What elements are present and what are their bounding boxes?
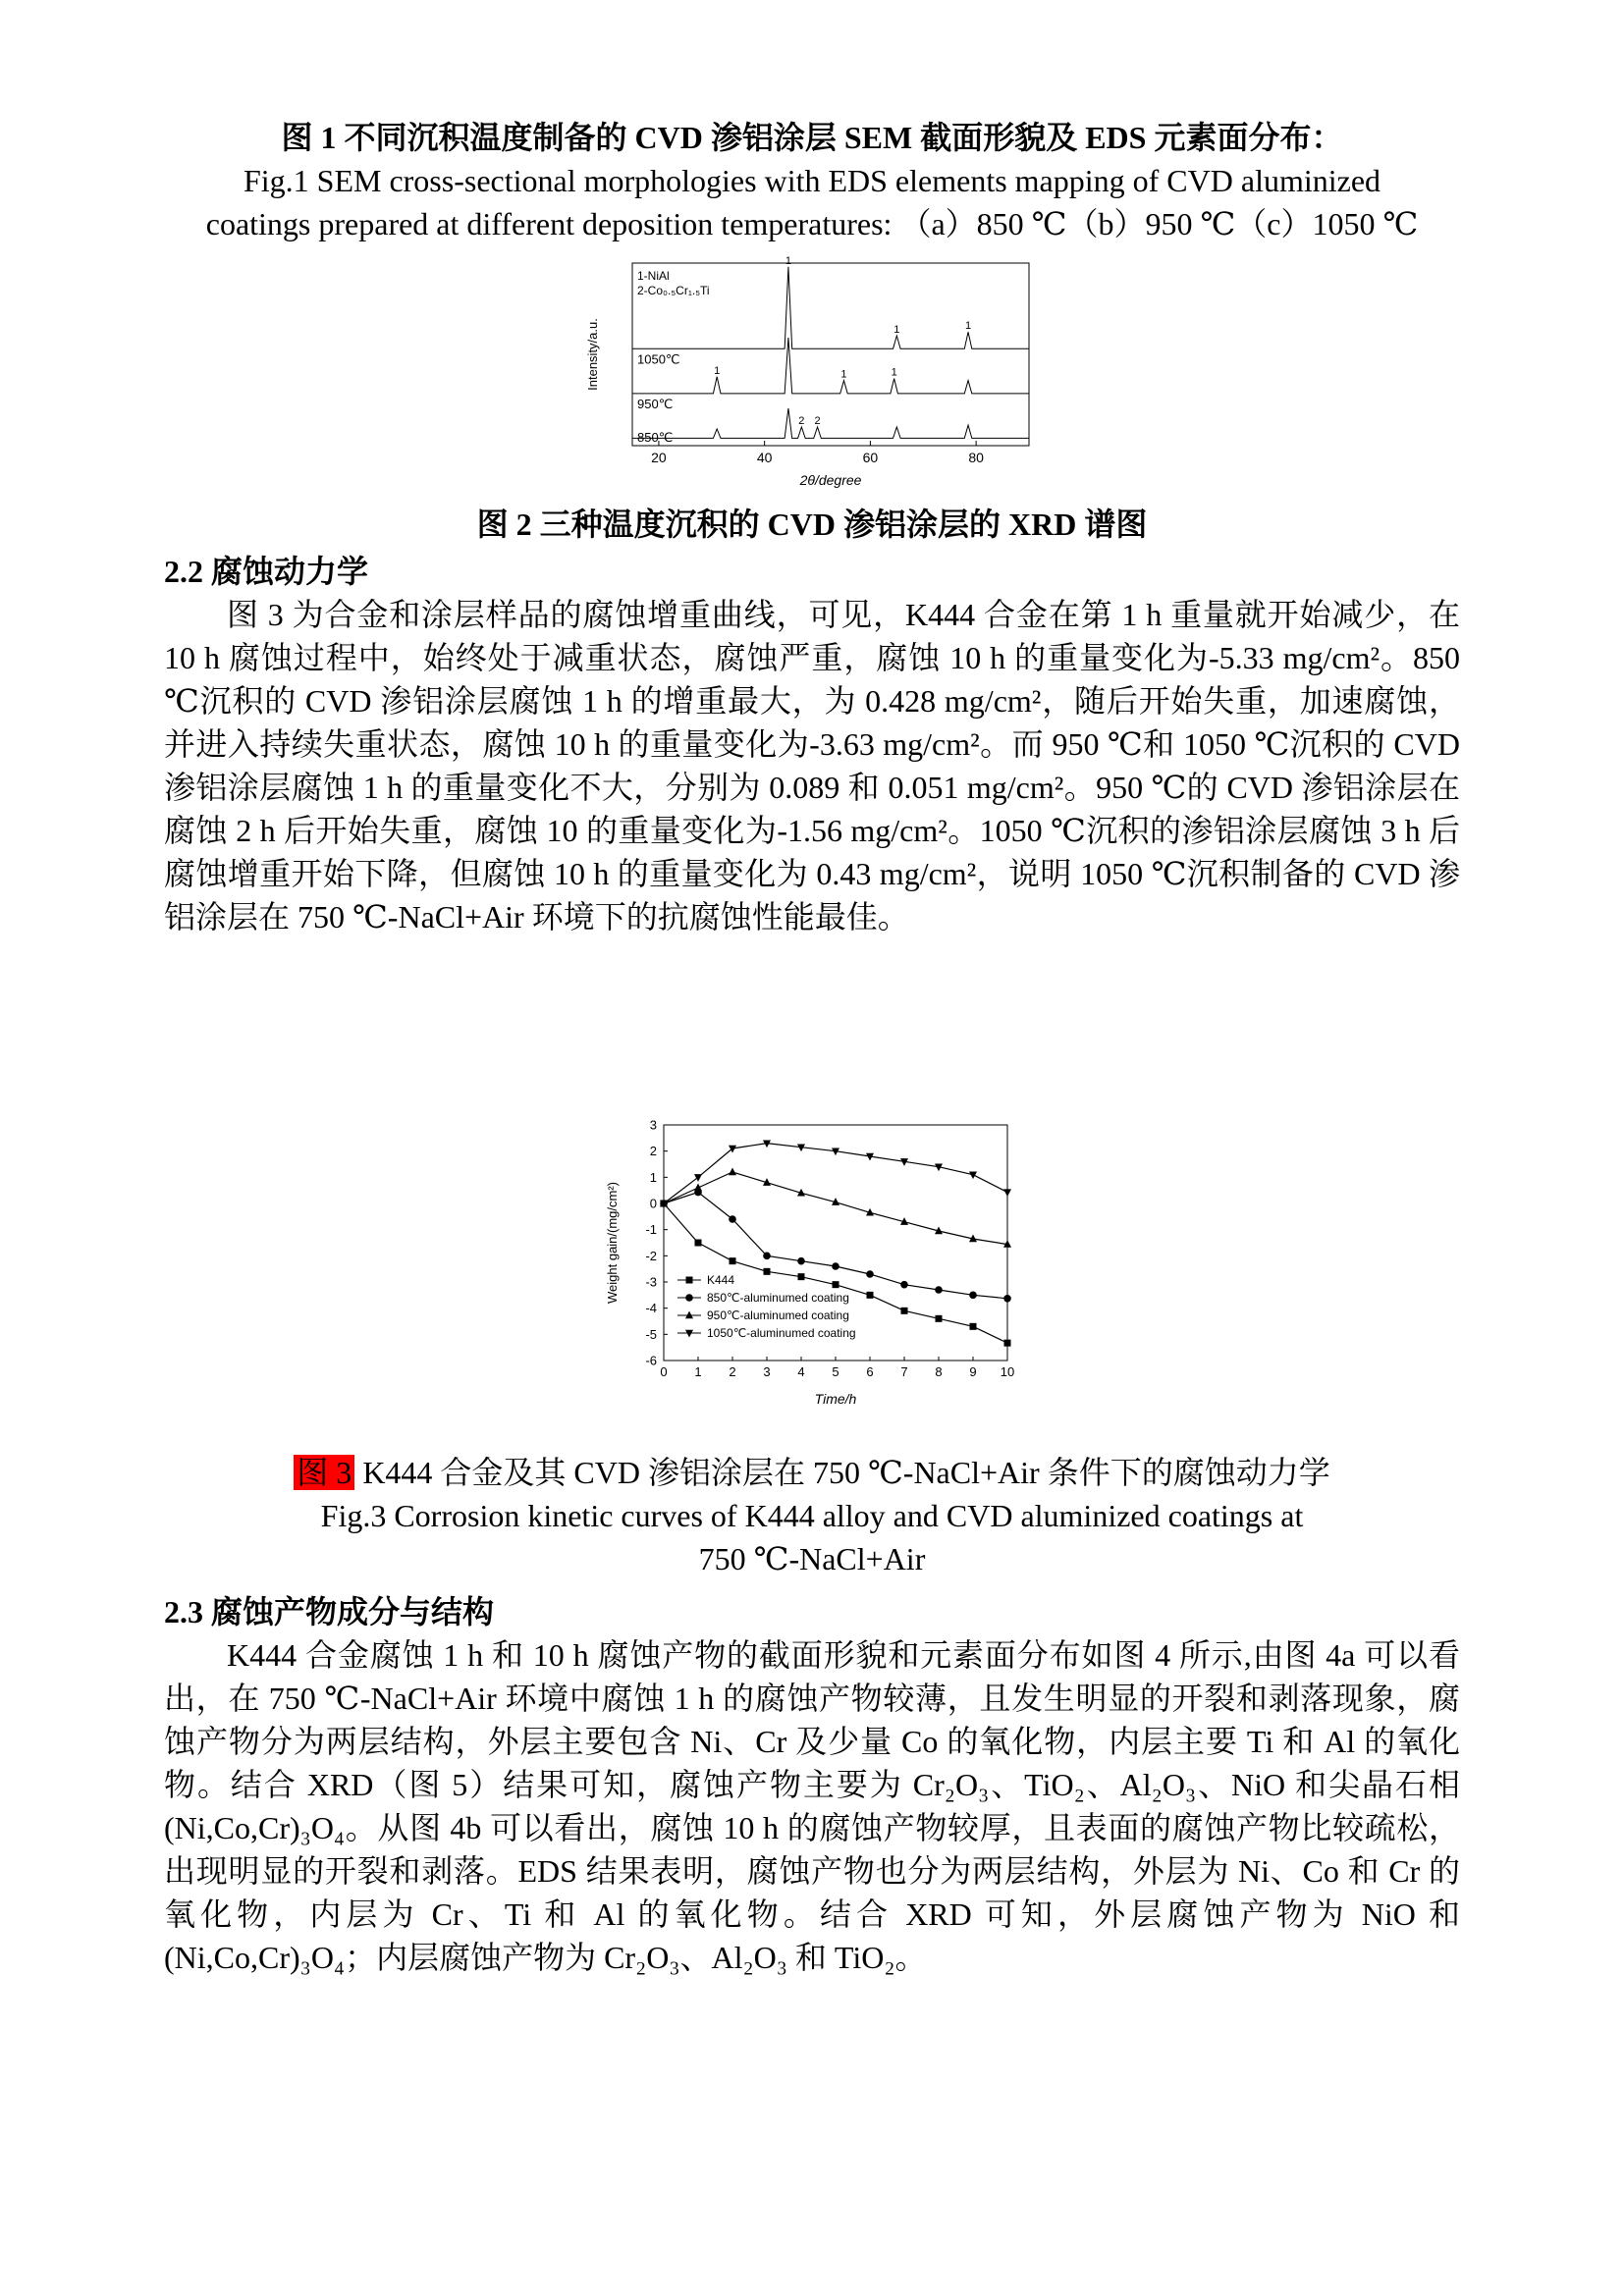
svg-text:-4: -4 (645, 1301, 657, 1316)
fig3-caption-zh (164, 1451, 1460, 1494)
svg-text:7: 7 (900, 1364, 908, 1379)
svg-text:K444: K444 (707, 1273, 735, 1287)
svg-text:5: 5 (832, 1364, 839, 1379)
svg-text:20: 20 (651, 450, 667, 465)
svg-text:Time/h: Time/h (814, 1391, 857, 1407)
svg-text:2-Co₀.₅Cr₁.₅Ti: 2-Co₀.₅Cr₁.₅Ti (637, 284, 710, 297)
svg-text:3: 3 (649, 1117, 657, 1133)
svg-text:1-NiAl: 1-NiAl (637, 269, 670, 283)
svg-text:1: 1 (893, 324, 900, 337)
svg-text:Intensity/a.u.: Intensity/a.u. (585, 318, 600, 391)
fig1-caption-zh: 图 1 不同沉积温度制备的 CVD 渗铝涂层 SEM 截面形貌及 EDS 元素面分布： (281, 120, 1343, 155)
svg-text:2: 2 (814, 415, 821, 428)
svg-text:1: 1 (964, 320, 972, 333)
svg-text:-5: -5 (645, 1326, 657, 1342)
svg-text:-3: -3 (645, 1274, 657, 1290)
svg-text:950℃: 950℃ (637, 396, 674, 411)
kinetics-chart-svg (601, 1115, 1023, 1410)
svg-text:-1: -1 (645, 1222, 657, 1238)
kinetics-chart (164, 1115, 1460, 1410)
fig1-caption (164, 116, 1460, 245)
svg-text:2: 2 (729, 1364, 736, 1379)
section-2-2-heading: 2.2 腐蚀动力学 (164, 554, 369, 589)
svg-text:0: 0 (660, 1364, 668, 1379)
svg-text:2: 2 (798, 415, 805, 428)
fig1-caption-en-line1: Fig.1 SEM cross-sectional morphologies with EDS elements mapping of CVD aluminized (243, 163, 1381, 198)
section-2-3-paragraph: K444 合金腐蚀 1 h 和 10 h 腐蚀产物的截面形貌和元素面分布如图 4 所示,由图 4a 可以看出，在 750 ℃-NaCl+Air 环境中腐蚀 1 h 的腐蚀产物较薄，且发生明显的开裂和剥落现象，腐蚀产物分为两层结构，外层主要包含 Ni、Cr 及少量 Co 的氧化物，内层主要 Ti 和 Al 的氧化物。结合 XRD（图 5）结果可知，腐蚀产物主要为 Cr₂O₃、TiO₂、Al₂O₃、NiO 和尖晶石相(Ni,Co,Cr)₃O₄。从图 4b 可以看出，腐蚀 10 h 的腐蚀产物较厚，且表面的腐蚀产物比较疏松，出现明显的开裂和剥落。EDS 结果表明，腐蚀产物也分为两层结构，外层为 Ni、Co 和 Cr 的氧化物，内层为 Cr、Ti 和 Al 的氧化物。结合 XRD 可知，外层腐蚀产物为 NiO 和 (Ni,Co,Cr)₃O₄；内层腐蚀产物为 Cr₂O₃、Al₂O₃ 和 TiO₂。 (164, 1637, 1460, 1975)
fig3-highlight: 图 3 (294, 1455, 354, 1490)
svg-text:1: 1 (714, 364, 721, 377)
svg-text:40: 40 (756, 450, 773, 465)
svg-text:1: 1 (649, 1169, 657, 1185)
fig2-caption (164, 503, 1460, 546)
svg-text:1: 1 (785, 255, 791, 267)
svg-text:950℃-aluminumed coating: 950℃-aluminumed coating (707, 1308, 849, 1322)
svg-text:4: 4 (797, 1364, 805, 1379)
section-2-3-heading: 2.3 腐蚀产物成分与结构 (164, 1594, 495, 1629)
svg-text:10: 10 (1000, 1364, 1015, 1379)
svg-text:1050℃: 1050℃ (637, 351, 680, 367)
svg-text:80: 80 (968, 450, 984, 465)
svg-text:1: 1 (840, 368, 847, 381)
fig2-caption-zh: 图 2 三种温度沉积的 CVD 渗铝涂层的 XRD 谱图 (476, 507, 1148, 542)
svg-text:1: 1 (891, 366, 897, 379)
fig1-caption-en-line2: coatings prepared at different deposition temperatures: （a）850 ℃（b）950 ℃（c）1050 ℃ (205, 206, 1419, 241)
svg-text:Weight gain/(mg/cm²): Weight gain/(mg/cm²) (605, 1181, 620, 1305)
svg-text:2θ/degree: 2θ/degree (799, 472, 862, 488)
fig3-caption-en-line1: Fig.3 Corrosion kinetic curves of K444 alloy and CVD aluminized coatings at (320, 1498, 1304, 1533)
fig3-caption-en-line2: 750 ℃-NaCl+Air (698, 1541, 926, 1576)
svg-text:850℃: 850℃ (637, 430, 674, 445)
section-2-2-paragraph: 图 3 为合金和涂层样品的腐蚀增重曲线，可见，K444 合金在第 1 h 重量就开始减少，在 10 h 腐蚀过程中，始终处于减重状态，腐蚀严重，腐蚀 10 h 的重量变化为-5.33 mg/cm²。850 ℃沉积的 CVD 渗铝涂层腐蚀 1 h 的增重最大，为 0.428 mg/cm²，随后开始失重，加速腐蚀，并进入持续失重状态，腐蚀 10 h 的重量变化为-3.63 mg/cm²。而 950 ℃和 1050 ℃沉积的 CVD 渗铝涂层腐蚀 1 h 的重量变化不大，分别为 0.089 和 0.051 mg/cm²。950 ℃的 CVD 渗铝涂层在腐蚀 2 h 后开始失重，腐蚀 10 的重量变化为-1.56 mg/cm²。1050 ℃沉积的渗铝涂层腐蚀 3 h 后腐蚀增重开始下降，但腐蚀 10 h 的重量变化为 0.43 mg/cm²，说明 1050 ℃沉积制备的 CVD 渗铝涂层在 750 ℃-NaCl+Air 环境下的抗腐蚀性能最佳。 (164, 597, 1460, 934)
svg-text:-6: -6 (645, 1353, 657, 1368)
svg-text:-2: -2 (645, 1248, 657, 1263)
svg-text:2: 2 (649, 1144, 657, 1159)
svg-text:9: 9 (969, 1364, 977, 1379)
svg-text:8: 8 (935, 1364, 943, 1379)
svg-text:1: 1 (694, 1364, 702, 1379)
svg-text:6: 6 (866, 1364, 874, 1379)
svg-text:850℃-aluminumed coating: 850℃-aluminumed coating (707, 1291, 849, 1305)
svg-text:60: 60 (862, 450, 879, 465)
xrd-chart (164, 255, 1460, 491)
xrd-chart-svg (581, 255, 1043, 491)
svg-text:1050℃-aluminumed coating: 1050℃-aluminumed coating (707, 1326, 856, 1340)
fig3-caption-zh-rest: K444 合金及其 CVD 渗铝涂层在 750 ℃-NaCl+Air 条件下的腐蚀动力学 (354, 1455, 1330, 1490)
fig3-caption (164, 1451, 1460, 1580)
svg-text:0: 0 (649, 1196, 657, 1211)
svg-text:3: 3 (763, 1364, 771, 1379)
